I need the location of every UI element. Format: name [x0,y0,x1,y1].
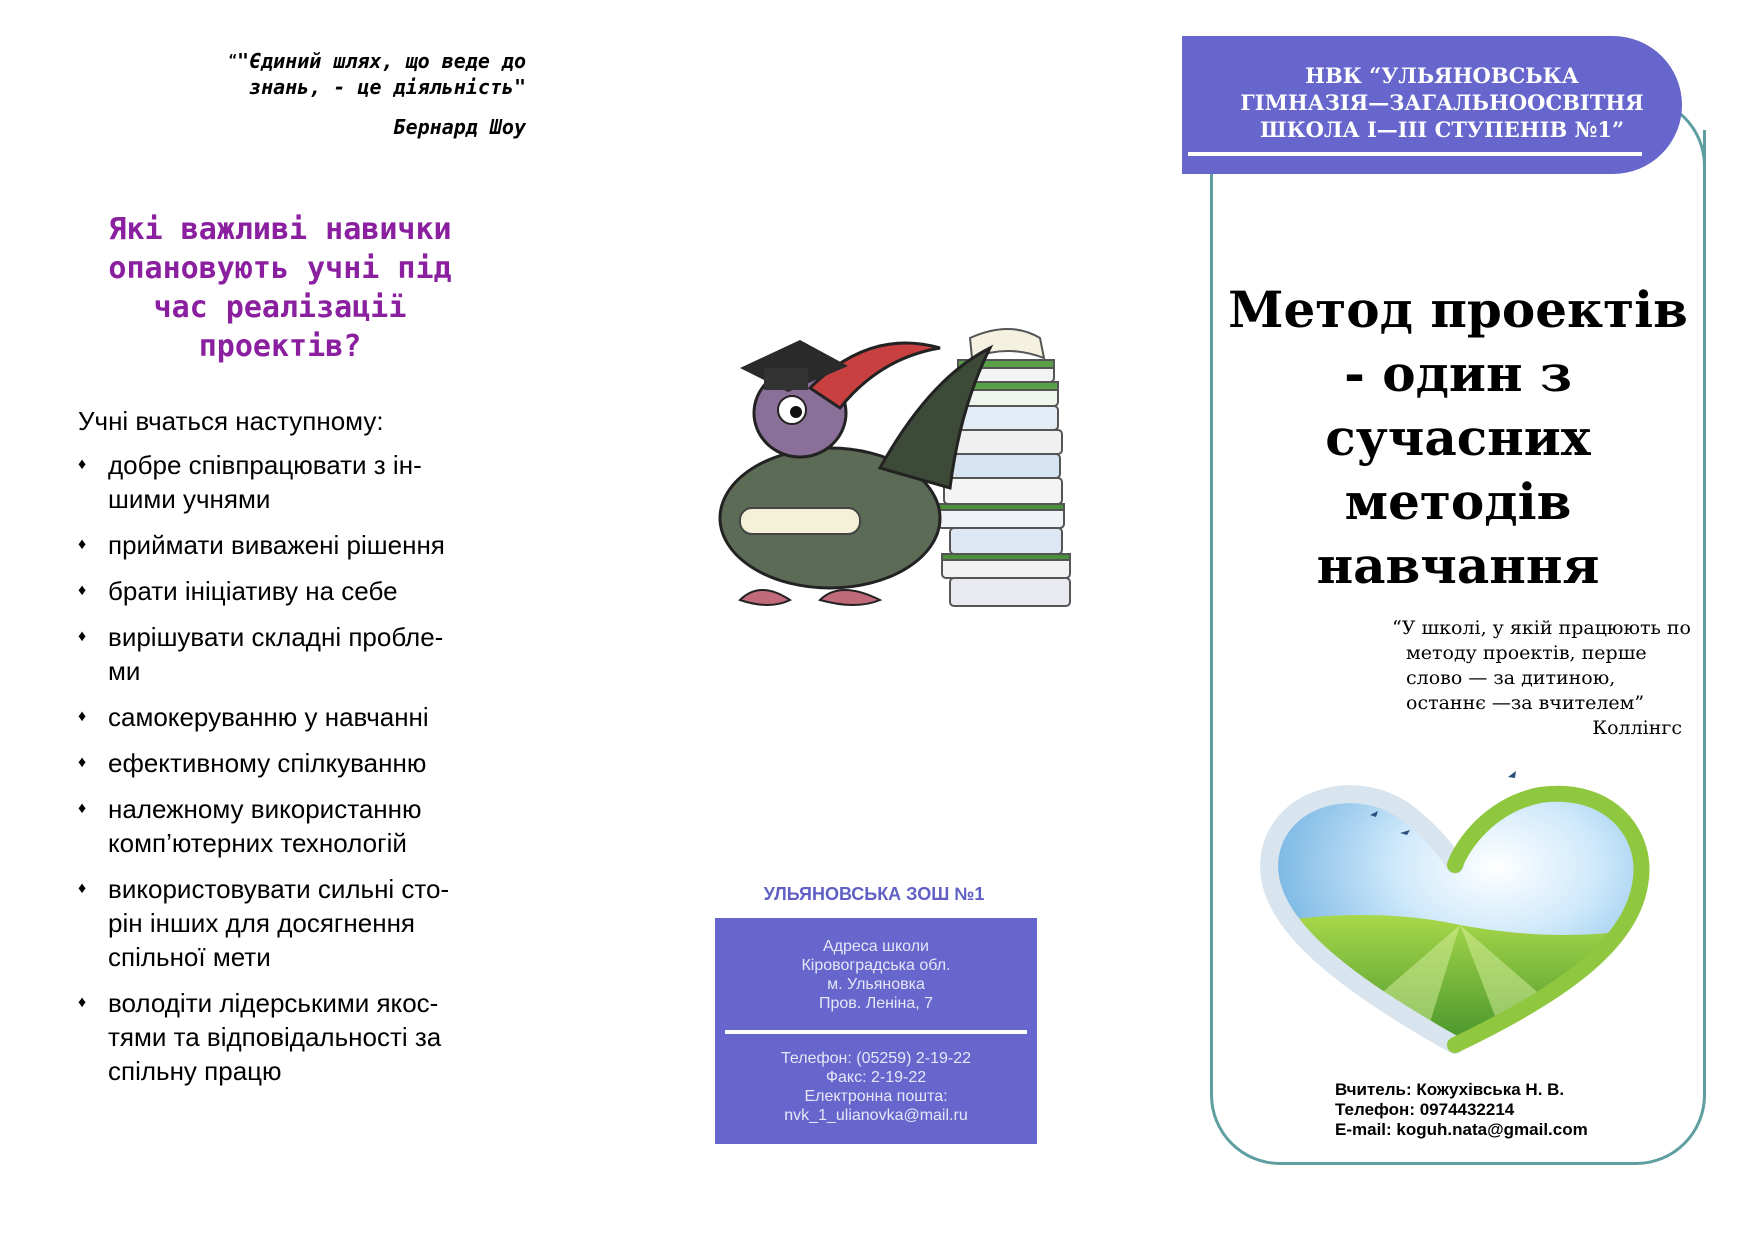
diamond-bullet-icon: ♦ [78,582,87,599]
list-item-line: належному використанню [108,794,422,824]
teacher-phone: Телефон: 0974432214 [1335,1100,1515,1119]
list-item-line: рін інших для досягнення [108,908,416,938]
list-item [78,746,518,780]
list-item-line: вирішувати складні пробле- [108,622,444,652]
list-item-line: тями та відповідальності за [108,1022,442,1052]
list-item-line: самокеруванню у навчанні [108,702,429,732]
quote-author: Коллінгс [1592,717,1682,739]
epigraph-author: Бернард Шоу [393,115,526,139]
skills-heading [60,210,500,366]
list-item-line: брати ініціативу на себе [108,576,398,606]
school-email: nvk_1_ulianovka@mail.ru [784,1107,968,1124]
quote-line: останнє —за вчителем” [1406,692,1645,714]
skills-list [78,448,518,1100]
list-item [78,700,518,734]
divider [725,1030,1027,1034]
skills-heading-line: проектів? [198,329,362,364]
bird-with-books-illustration [680,308,1092,626]
quote-line: “У школі, у якій працюють по [1392,617,1691,639]
list-item-line: спільної мети [108,942,271,972]
skills-lead: Учні вчаться наступному: [78,406,384,436]
list-item [78,448,518,516]
banner-underline [1188,152,1642,156]
list-item-line: спільну працю [108,1056,282,1086]
epigraph-line-1: "Єдиний шлях, що веде до [237,49,526,73]
skills-heading-line: Які важливі навички [108,212,452,247]
diamond-bullet-icon: ♦ [78,536,87,553]
collings-quote [1392,616,1692,716]
title-line: методів [1344,472,1572,531]
list-item [78,528,518,562]
list-item-line: приймати виважені рішення [108,530,445,560]
school-banner [1182,36,1682,174]
brochure-title [1210,278,1706,598]
list-item-line: добре співпрацювати з ін- [108,450,422,480]
address-line: м. Ульяновка [827,976,925,993]
list-item [78,574,518,608]
skills-heading-line: опановують учні під [108,251,452,286]
school-contact-box [715,918,1037,1144]
diamond-bullet-icon: ♦ [78,800,87,817]
phone-line: Телефон: (05259) 2-19-22 [780,1050,971,1067]
list-item-line: володіти лідерськими якос- [108,988,439,1018]
school-address [715,937,1037,1013]
address-line: Адреса школи [823,938,929,955]
list-item-line: ми [108,656,141,686]
address-line: Кіровоградська обл. [801,957,951,974]
quote-line: методу проектів, перше [1406,642,1647,664]
title-line: - один з сучасних [1325,344,1591,467]
quote-line: слово — за дитиною, [1406,667,1616,689]
school-full-name [1212,62,1672,143]
spring-landscape-heart-frame-icon [1250,765,1660,1055]
school-name-line: НВК “УЛЬЯНОВСЬКА [1305,63,1579,88]
phone-line: Факс: 2-19-22 [825,1069,927,1086]
cartoon-crow-with-books-icon [680,308,1092,626]
title-line: навчання [1316,536,1600,595]
list-item-line: комп’ютерних технологій [108,828,407,858]
school-phones [715,1049,1037,1125]
list-item-line: ефективному спілкуванню [108,748,427,778]
school-name-line: ГІМНАЗІЯ—ЗАГАЛЬНООСВІТНЯ [1240,90,1644,115]
school-short-name: УЛЬЯНОВСЬКА ЗОШ №1 [763,884,985,904]
diamond-bullet-icon: ♦ [78,754,87,771]
heart-landscape-illustration [1250,765,1660,1055]
diamond-bullet-icon: ♦ [78,456,87,473]
school-name-line: ШКОЛА І—ІІІ СТУПЕНІВ №1” [1259,117,1625,142]
diamond-bullet-icon: ♦ [78,880,87,897]
phone-line: Електронна пошта: [804,1088,948,1105]
title-line: Метод проектів [1228,280,1688,339]
address-line: Пров. Леніна, 7 [819,995,933,1012]
diamond-bullet-icon: ♦ [78,994,87,1011]
epigraph [150,48,526,100]
list-item [78,620,518,688]
teacher-name: Вчитель: Кожухівська Н. В. [1335,1080,1565,1099]
epigraph-open-quote: “ [228,53,238,69]
epigraph-line-2: знань, - це діяльність" [249,75,526,99]
list-item [78,792,518,860]
skills-heading-line: час реалізації [153,290,407,325]
teacher-email: E-mail: koguh.nata@gmail.com [1335,1120,1588,1139]
list-item [78,872,518,974]
list-item-line: шими учнями [108,484,271,514]
diamond-bullet-icon: ♦ [78,628,87,645]
diamond-bullet-icon: ♦ [78,708,87,725]
list-item-line: використовувати сильні сто- [108,874,450,904]
list-item [78,986,518,1088]
teacher-contact [1335,1080,1588,1140]
